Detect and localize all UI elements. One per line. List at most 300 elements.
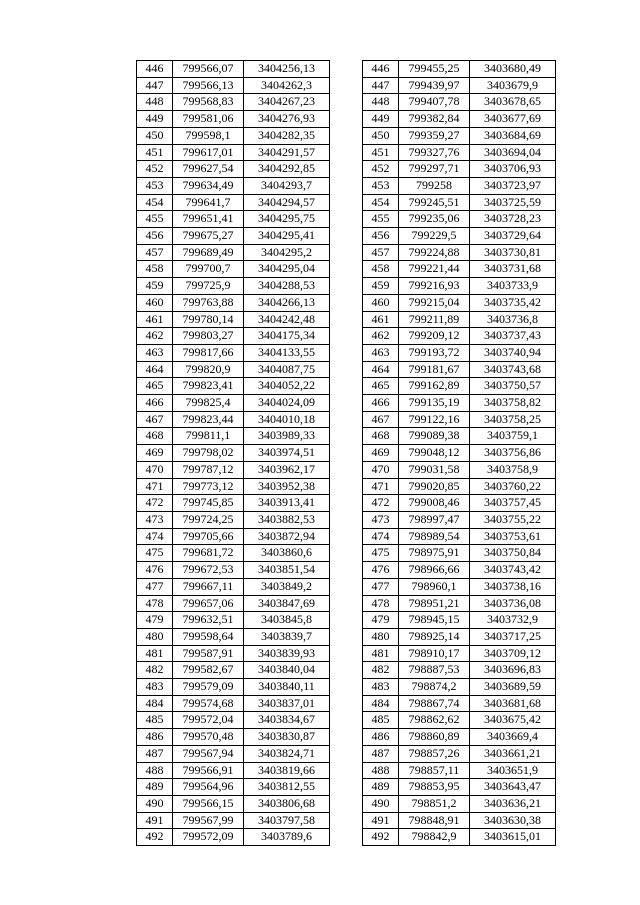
point-number-cell: 478 [363, 595, 399, 612]
point-number-cell: 452 [137, 161, 173, 178]
x-coordinate-cell: 799745,85 [173, 495, 244, 512]
x-coordinate-cell: 799382,84 [399, 111, 470, 128]
table-row [363, 395, 556, 412]
table-row [363, 261, 556, 278]
x-coordinate-cell: 799564,96 [173, 779, 244, 796]
point-number-cell: 449 [363, 111, 399, 128]
x-coordinate-cell: 798853,95 [399, 779, 470, 796]
x-coordinate-cell: 799581,06 [173, 111, 244, 128]
y-coordinate-cell: 3403709,12 [470, 645, 556, 662]
point-number-cell: 446 [363, 61, 399, 78]
point-number-cell: 491 [363, 812, 399, 829]
x-coordinate-cell: 799675,27 [173, 228, 244, 245]
y-coordinate-cell: 3403630,38 [470, 812, 556, 829]
table-row [363, 311, 556, 328]
y-coordinate-cell: 3404242,48 [244, 311, 330, 328]
table-row [363, 428, 556, 445]
table-row [363, 127, 556, 144]
y-coordinate-cell: 3404294,57 [244, 194, 330, 211]
x-coordinate-cell: 799135,19 [399, 395, 470, 412]
table-row [137, 729, 330, 746]
point-number-cell: 492 [363, 829, 399, 846]
x-coordinate-cell: 799700,7 [173, 261, 244, 278]
table-row [363, 795, 556, 812]
point-number-cell: 484 [137, 695, 173, 712]
x-coordinate-cell: 799048,12 [399, 445, 470, 462]
y-coordinate-cell: 3403757,45 [470, 495, 556, 512]
table-row [137, 578, 330, 595]
y-coordinate-cell: 3403615,01 [470, 829, 556, 846]
point-number-cell: 473 [137, 511, 173, 528]
table-row [137, 411, 330, 428]
x-coordinate-cell: 799667,11 [173, 578, 244, 595]
y-coordinate-cell: 3403882,53 [244, 511, 330, 528]
point-number-cell: 460 [363, 294, 399, 311]
y-coordinate-cell: 3403675,42 [470, 712, 556, 729]
y-coordinate-cell: 3403806,68 [244, 795, 330, 812]
y-coordinate-cell: 3403840,11 [244, 679, 330, 696]
x-coordinate-cell: 799193,72 [399, 344, 470, 361]
point-number-cell: 483 [137, 679, 173, 696]
x-coordinate-cell: 799258 [399, 177, 470, 194]
x-coordinate-cell: 798951,21 [399, 595, 470, 612]
y-coordinate-cell: 3404292,85 [244, 161, 330, 178]
y-coordinate-cell: 3403669,4 [470, 729, 556, 746]
point-number-cell: 469 [137, 445, 173, 462]
point-number-cell: 485 [363, 712, 399, 729]
point-number-cell: 481 [137, 645, 173, 662]
point-number-cell: 461 [137, 311, 173, 328]
y-coordinate-cell: 3403758,25 [470, 411, 556, 428]
table-row [137, 111, 330, 128]
x-coordinate-cell: 799825,4 [173, 395, 244, 412]
x-coordinate-cell: 799566,15 [173, 795, 244, 812]
point-number-cell: 459 [137, 278, 173, 295]
table-row [363, 495, 556, 512]
point-number-cell: 466 [363, 395, 399, 412]
table-row [363, 812, 556, 829]
table-row [137, 745, 330, 762]
x-coordinate-cell: 799407,78 [399, 94, 470, 111]
x-coordinate-cell: 798867,74 [399, 695, 470, 712]
x-coordinate-cell: 799221,44 [399, 261, 470, 278]
x-coordinate-cell: 799359,27 [399, 127, 470, 144]
y-coordinate-cell: 3403758,9 [470, 461, 556, 478]
right-coordinates-table [362, 60, 556, 846]
y-coordinate-cell: 3404133,55 [244, 344, 330, 361]
y-coordinate-cell: 3403847,69 [244, 595, 330, 612]
table-row [137, 77, 330, 94]
point-number-cell: 476 [363, 562, 399, 579]
x-coordinate-cell: 799823,44 [173, 411, 244, 428]
y-coordinate-cell: 3403753,61 [470, 528, 556, 545]
table-row [363, 712, 556, 729]
x-coordinate-cell: 799566,13 [173, 77, 244, 94]
table-row [363, 278, 556, 295]
x-coordinate-cell: 799567,99 [173, 812, 244, 829]
table-row [363, 478, 556, 495]
point-number-cell: 475 [363, 545, 399, 562]
x-coordinate-cell: 798860,89 [399, 729, 470, 746]
table-row [137, 628, 330, 645]
table-row [137, 328, 330, 345]
y-coordinate-cell: 3403750,84 [470, 545, 556, 562]
y-coordinate-cell: 3403845,8 [244, 612, 330, 629]
x-coordinate-cell: 799574,68 [173, 695, 244, 712]
x-coordinate-cell: 799773,12 [173, 478, 244, 495]
x-coordinate-cell: 799587,91 [173, 645, 244, 662]
y-coordinate-cell: 3403735,42 [470, 294, 556, 311]
table-row [137, 161, 330, 178]
point-number-cell: 462 [363, 328, 399, 345]
table-row [363, 779, 556, 796]
point-number-cell: 451 [137, 144, 173, 161]
y-coordinate-cell: 3404010,18 [244, 411, 330, 428]
y-coordinate-cell: 3403840,04 [244, 662, 330, 679]
x-coordinate-cell: 799617,01 [173, 144, 244, 161]
point-number-cell: 472 [363, 495, 399, 512]
y-coordinate-cell: 3404266,13 [244, 294, 330, 311]
table-row [137, 595, 330, 612]
point-number-cell: 448 [137, 94, 173, 111]
table-row [137, 662, 330, 679]
x-coordinate-cell: 798925,14 [399, 628, 470, 645]
x-coordinate-cell: 799672,53 [173, 562, 244, 579]
point-number-cell: 478 [137, 595, 173, 612]
y-coordinate-cell: 3403797,58 [244, 812, 330, 829]
table-row [137, 278, 330, 295]
table-row [363, 361, 556, 378]
point-number-cell: 476 [137, 562, 173, 579]
y-coordinate-cell: 3403681,68 [470, 695, 556, 712]
point-number-cell: 481 [363, 645, 399, 662]
y-coordinate-cell: 3403728,23 [470, 211, 556, 228]
x-coordinate-cell: 799089,38 [399, 428, 470, 445]
x-coordinate-cell: 799211,89 [399, 311, 470, 328]
x-coordinate-cell: 798989,54 [399, 528, 470, 545]
x-coordinate-cell: 799627,54 [173, 161, 244, 178]
table-row [363, 94, 556, 111]
x-coordinate-cell: 798887,53 [399, 662, 470, 679]
x-coordinate-cell: 798851,2 [399, 795, 470, 812]
x-coordinate-cell: 798966,66 [399, 562, 470, 579]
table-row [137, 511, 330, 528]
table-row [137, 177, 330, 194]
point-number-cell: 453 [363, 177, 399, 194]
point-number-cell: 487 [363, 745, 399, 762]
table-row [363, 528, 556, 545]
y-coordinate-cell: 3404087,75 [244, 361, 330, 378]
table-row [363, 628, 556, 645]
table-row [137, 762, 330, 779]
x-coordinate-cell: 799235,06 [399, 211, 470, 228]
table-row [363, 645, 556, 662]
point-number-cell: 487 [137, 745, 173, 762]
point-number-cell: 473 [363, 511, 399, 528]
table-row [137, 361, 330, 378]
y-coordinate-cell: 3404295,04 [244, 261, 330, 278]
table-row [363, 679, 556, 696]
y-coordinate-cell: 3403756,86 [470, 445, 556, 462]
y-coordinate-cell: 3403789,6 [244, 829, 330, 846]
point-number-cell: 461 [363, 311, 399, 328]
point-number-cell: 490 [363, 795, 399, 812]
point-number-cell: 447 [363, 77, 399, 94]
point-number-cell: 450 [363, 127, 399, 144]
table-row [363, 545, 556, 562]
x-coordinate-cell: 799803,27 [173, 328, 244, 345]
x-coordinate-cell: 799823,41 [173, 378, 244, 395]
table-row [363, 244, 556, 261]
point-number-cell: 489 [137, 779, 173, 796]
x-coordinate-cell: 799572,09 [173, 829, 244, 846]
point-number-cell: 465 [363, 378, 399, 395]
table-row [137, 194, 330, 211]
point-number-cell: 489 [363, 779, 399, 796]
x-coordinate-cell: 799634,49 [173, 177, 244, 194]
point-number-cell: 482 [363, 662, 399, 679]
table-row [137, 445, 330, 462]
point-number-cell: 485 [137, 712, 173, 729]
x-coordinate-cell: 799705,66 [173, 528, 244, 545]
y-coordinate-cell: 3404293,7 [244, 177, 330, 194]
table-row [363, 662, 556, 679]
y-coordinate-cell: 3403736,08 [470, 595, 556, 612]
point-number-cell: 448 [363, 94, 399, 111]
table-row [363, 612, 556, 629]
point-number-cell: 465 [137, 378, 173, 395]
point-number-cell: 468 [363, 428, 399, 445]
y-coordinate-cell: 3404282,35 [244, 127, 330, 144]
x-coordinate-cell: 799008,46 [399, 495, 470, 512]
y-coordinate-cell: 3403834,67 [244, 712, 330, 729]
y-coordinate-cell: 3403952,38 [244, 478, 330, 495]
table-row [363, 729, 556, 746]
point-number-cell: 479 [363, 612, 399, 629]
point-number-cell: 467 [137, 411, 173, 428]
point-number-cell: 472 [137, 495, 173, 512]
y-coordinate-cell: 3403651,9 [470, 762, 556, 779]
y-coordinate-cell: 3403678,65 [470, 94, 556, 111]
point-number-cell: 470 [137, 461, 173, 478]
point-number-cell: 464 [137, 361, 173, 378]
table-row [137, 612, 330, 629]
point-number-cell: 470 [363, 461, 399, 478]
y-coordinate-cell: 3403760,22 [470, 478, 556, 495]
y-coordinate-cell: 3404256,13 [244, 61, 330, 78]
x-coordinate-cell: 799579,09 [173, 679, 244, 696]
table-row [363, 61, 556, 78]
table-row [137, 495, 330, 512]
point-number-cell: 466 [137, 395, 173, 412]
x-coordinate-cell: 799216,93 [399, 278, 470, 295]
point-number-cell: 479 [137, 612, 173, 629]
x-coordinate-cell: 799725,9 [173, 278, 244, 295]
x-coordinate-cell: 799455,25 [399, 61, 470, 78]
y-coordinate-cell: 3403684,69 [470, 127, 556, 144]
y-coordinate-cell: 3404052,22 [244, 378, 330, 395]
point-number-cell: 488 [363, 762, 399, 779]
table-row [137, 478, 330, 495]
y-coordinate-cell: 3403860,6 [244, 545, 330, 562]
table-row [137, 61, 330, 78]
table-row [363, 461, 556, 478]
point-number-cell: 474 [137, 528, 173, 545]
table-row [137, 528, 330, 545]
y-coordinate-cell: 3403872,94 [244, 528, 330, 545]
table-row [137, 645, 330, 662]
y-coordinate-cell: 3403680,49 [470, 61, 556, 78]
table-row [137, 779, 330, 796]
y-coordinate-cell: 3403849,2 [244, 578, 330, 595]
x-coordinate-cell: 799763,88 [173, 294, 244, 311]
y-coordinate-cell: 3404291,57 [244, 144, 330, 161]
point-number-cell: 463 [363, 344, 399, 361]
x-coordinate-cell: 799181,67 [399, 361, 470, 378]
x-coordinate-cell: 798997,47 [399, 511, 470, 528]
table-row [363, 445, 556, 462]
x-coordinate-cell: 799598,1 [173, 127, 244, 144]
y-coordinate-cell: 3403706,93 [470, 161, 556, 178]
y-coordinate-cell: 3403913,41 [244, 495, 330, 512]
table-row [137, 562, 330, 579]
y-coordinate-cell: 3404295,75 [244, 211, 330, 228]
point-number-cell: 471 [363, 478, 399, 495]
table-row [137, 679, 330, 696]
point-number-cell: 464 [363, 361, 399, 378]
y-coordinate-cell: 3403736,8 [470, 311, 556, 328]
y-coordinate-cell: 3403733,9 [470, 278, 556, 295]
y-coordinate-cell: 3403758,82 [470, 395, 556, 412]
y-coordinate-cell: 3403729,64 [470, 228, 556, 245]
y-coordinate-cell: 3403989,33 [244, 428, 330, 445]
x-coordinate-cell: 799224,88 [399, 244, 470, 261]
x-coordinate-cell: 798848,91 [399, 812, 470, 829]
y-coordinate-cell: 3404288,53 [244, 278, 330, 295]
table-row [137, 311, 330, 328]
y-coordinate-cell: 3403839,7 [244, 628, 330, 645]
y-coordinate-cell: 3403730,81 [470, 244, 556, 261]
y-coordinate-cell: 3404295,41 [244, 228, 330, 245]
y-coordinate-cell: 3403732,9 [470, 612, 556, 629]
right-table-body [363, 61, 556, 846]
left-coordinates-table [136, 60, 330, 846]
table-row [363, 294, 556, 311]
x-coordinate-cell: 798842,9 [399, 829, 470, 846]
point-number-cell: 457 [137, 244, 173, 261]
x-coordinate-cell: 799229,5 [399, 228, 470, 245]
x-coordinate-cell: 799439,97 [399, 77, 470, 94]
y-coordinate-cell: 3403717,25 [470, 628, 556, 645]
y-coordinate-cell: 3403755,22 [470, 511, 556, 528]
x-coordinate-cell: 799568,83 [173, 94, 244, 111]
point-number-cell: 480 [137, 628, 173, 645]
table-row [137, 829, 330, 846]
y-coordinate-cell: 3404175,34 [244, 328, 330, 345]
table-row [363, 194, 556, 211]
point-number-cell: 468 [137, 428, 173, 445]
y-coordinate-cell: 3403812,55 [244, 779, 330, 796]
table-row [137, 545, 330, 562]
x-coordinate-cell: 799651,41 [173, 211, 244, 228]
point-number-cell: 491 [137, 812, 173, 829]
point-number-cell: 459 [363, 278, 399, 295]
y-coordinate-cell: 3404267,23 [244, 94, 330, 111]
x-coordinate-cell: 798862,62 [399, 712, 470, 729]
table-row [137, 228, 330, 245]
table-row [137, 461, 330, 478]
x-coordinate-cell: 799162,89 [399, 378, 470, 395]
table-row [363, 511, 556, 528]
point-number-cell: 469 [363, 445, 399, 462]
y-coordinate-cell: 3403643,47 [470, 779, 556, 796]
point-number-cell: 460 [137, 294, 173, 311]
y-coordinate-cell: 3404295,2 [244, 244, 330, 261]
point-number-cell: 456 [137, 228, 173, 245]
point-number-cell: 447 [137, 77, 173, 94]
x-coordinate-cell: 799811,1 [173, 428, 244, 445]
table-row [137, 812, 330, 829]
x-coordinate-cell: 799122,16 [399, 411, 470, 428]
y-coordinate-cell: 3403661,21 [470, 745, 556, 762]
point-number-cell: 477 [363, 578, 399, 595]
x-coordinate-cell: 799567,94 [173, 745, 244, 762]
y-coordinate-cell: 3403725,59 [470, 194, 556, 211]
x-coordinate-cell: 799215,04 [399, 294, 470, 311]
point-number-cell: 455 [137, 211, 173, 228]
table-row [137, 712, 330, 729]
point-number-cell: 467 [363, 411, 399, 428]
x-coordinate-cell: 799724,25 [173, 511, 244, 528]
y-coordinate-cell: 3404276,93 [244, 111, 330, 128]
point-number-cell: 471 [137, 478, 173, 495]
y-coordinate-cell: 3403962,17 [244, 461, 330, 478]
point-number-cell: 483 [363, 679, 399, 696]
y-coordinate-cell: 3403851,54 [244, 562, 330, 579]
table-row [363, 378, 556, 395]
y-coordinate-cell: 3403679,9 [470, 77, 556, 94]
y-coordinate-cell: 3403696,83 [470, 662, 556, 679]
point-number-cell: 446 [137, 61, 173, 78]
point-number-cell: 453 [137, 177, 173, 194]
table-row [363, 745, 556, 762]
point-number-cell: 474 [363, 528, 399, 545]
table-row [363, 344, 556, 361]
x-coordinate-cell: 798857,11 [399, 762, 470, 779]
table-row [137, 261, 330, 278]
y-coordinate-cell: 3403837,01 [244, 695, 330, 712]
x-coordinate-cell: 798945,15 [399, 612, 470, 629]
x-coordinate-cell: 799327,76 [399, 144, 470, 161]
table-row [363, 762, 556, 779]
y-coordinate-cell: 3403677,69 [470, 111, 556, 128]
point-number-cell: 454 [363, 194, 399, 211]
point-number-cell: 490 [137, 795, 173, 812]
y-coordinate-cell: 3403824,71 [244, 745, 330, 762]
y-coordinate-cell: 3404024,09 [244, 395, 330, 412]
x-coordinate-cell: 798857,26 [399, 745, 470, 762]
point-number-cell: 463 [137, 344, 173, 361]
x-coordinate-cell: 799798,02 [173, 445, 244, 462]
x-coordinate-cell: 799582,67 [173, 662, 244, 679]
point-number-cell: 482 [137, 662, 173, 679]
table-row [137, 695, 330, 712]
x-coordinate-cell: 799572,04 [173, 712, 244, 729]
x-coordinate-cell: 799020,85 [399, 478, 470, 495]
table-row [137, 127, 330, 144]
y-coordinate-cell: 3403689,59 [470, 679, 556, 696]
x-coordinate-cell: 799632,51 [173, 612, 244, 629]
